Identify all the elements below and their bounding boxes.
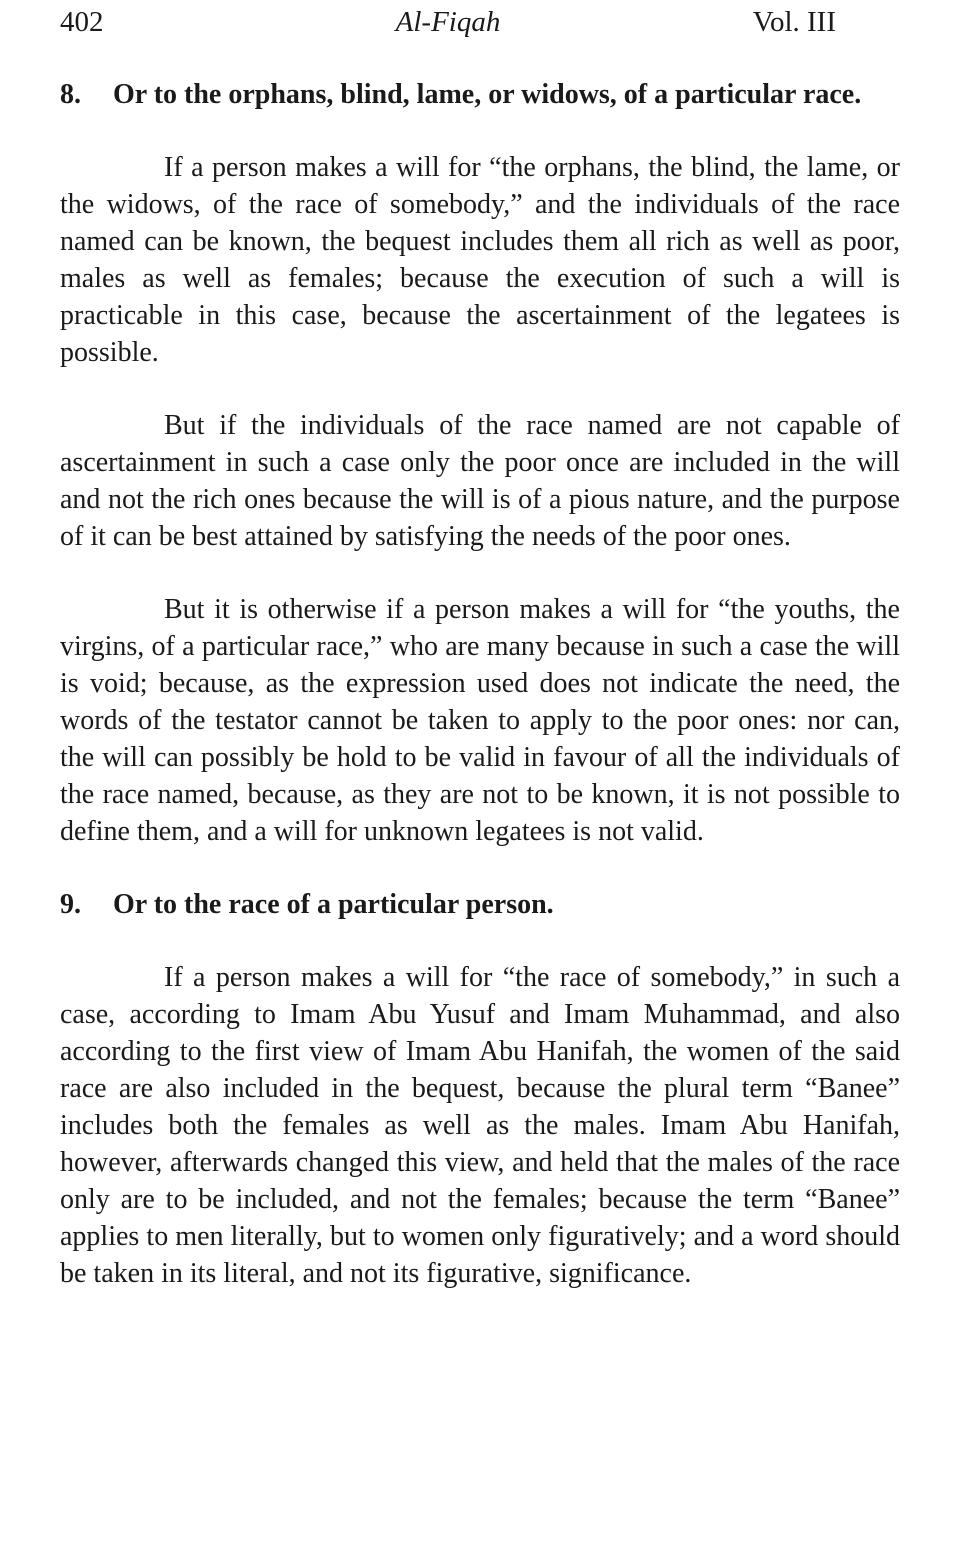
section-title: Or to the orphans, blind, lame, or widows, of a particular race. (113, 79, 862, 110)
page-body (60, 76, 900, 1292)
section-title: Or to the race of a particular person. (113, 889, 554, 920)
section-heading-9 (60, 886, 900, 923)
paragraph: But if the individuals of the race named are not capable of ascertainment in such a case only the poor once are included in the will and not the rich ones because the will is of a pious nature, and the purpose of it can be best attained by satisfying the needs of the poor ones. (60, 410, 900, 552)
section-heading-8 (60, 76, 900, 113)
section-number: 9. (60, 889, 81, 920)
paragraph: If a person makes a will for “the orphans, the blind, the lame, or the widows, of the race of somebody,” and the individuals of the race named can be known, the bequest includes them all rich as well as poor, males as well as females; because the execution of such a will is practicable in this case, because the ascertainment of the legatees is possible. (60, 152, 900, 368)
book-title: Al-Fiqah (395, 6, 501, 38)
paragraph: But it is otherwise if a person makes a will for “the youths, the virgins, of a particular race,” who are many because in such a case the will is void; because, as the expression used does not indicate the need, the words of the testator cannot be taken to apply to the poor ones: nor can, the will can possibly be hold to be valid in favour of all the individuals of the race named, because, as they are not to be known, it is not possible to define them, and a will for unknown legatees is not valid. (60, 594, 900, 847)
section-number: 8. (60, 79, 81, 110)
paragraph: If a person makes a will for “the race of somebody,” in such a case, according to Imam Abu Yusuf and Imam Muhammad, and also according to the first view of Imam Abu Hanifah, the women of the said race are also included in the bequest, because the plural term “Banee” includes both the females as well as the males. Imam Abu Hanifah, however, afterwards changed this view, and held that the males of the race only are to be included, and not the females; because the term “Banee” applies to men literally, but to women only figuratively; and a word should be taken in its literal, and not its figurative, significance. (60, 962, 900, 1289)
running-header (60, 4, 836, 44)
page-number: 402 (60, 6, 104, 38)
volume-label: Vol. III (752, 6, 836, 38)
